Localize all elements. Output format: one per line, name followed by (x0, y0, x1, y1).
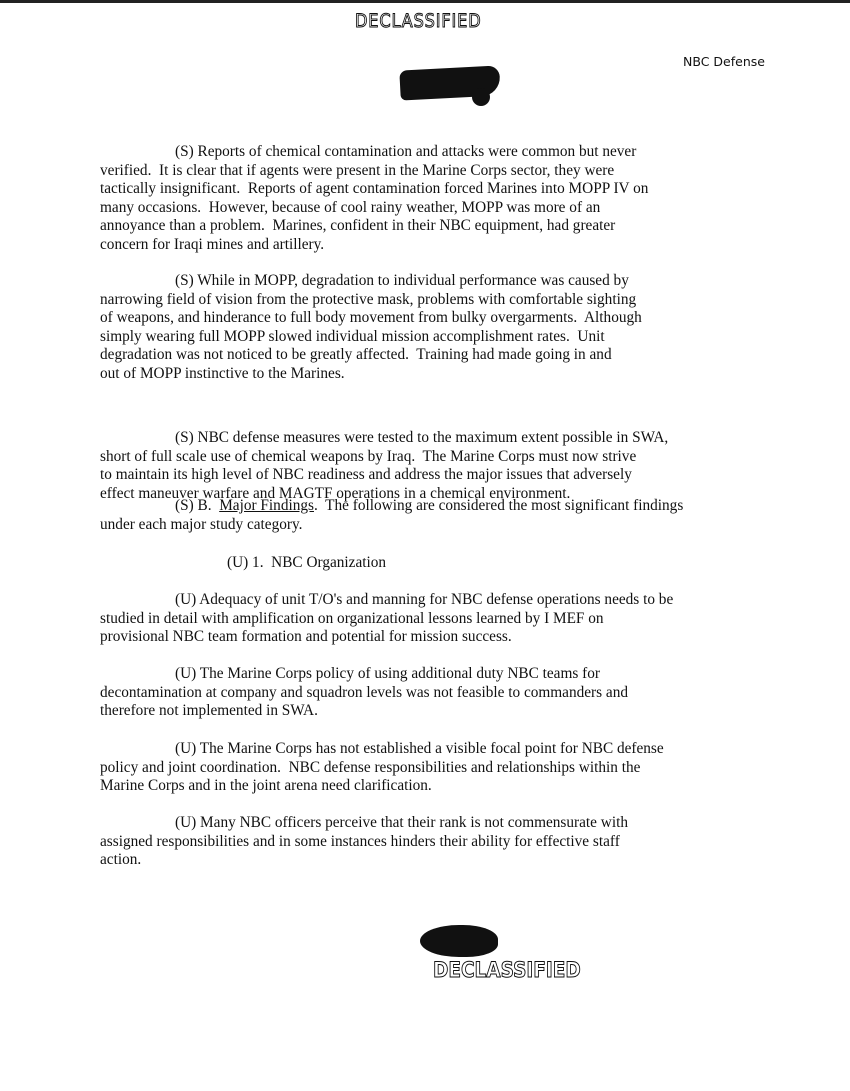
scan-border (0, 0, 850, 3)
redaction-mark (472, 88, 490, 106)
text-line: to maintain its high level of NBC readiness and address the major issues that adversely (100, 466, 632, 484)
paragraph (100, 740, 800, 796)
major-findings-title: Major Findings (219, 497, 314, 514)
text-line: therefore not implemented in SWA. (100, 702, 318, 720)
text-line: short of full scale use of chemical weapons by Iraq. The Marine Corps must now strive (100, 447, 637, 465)
text: (S) B. (175, 497, 220, 514)
text-line: of weapons, and hinderance to full body movement from bulky overgarments. Although (100, 309, 642, 327)
text-line: (S) NBC defense measures were tested to the maximum extent possible in SWA, (175, 429, 669, 446)
text-line: (U) The Marine Corps has not established a visible focal point for NBC defense (175, 740, 664, 757)
text-line: Marine Corps and in the joint arena need clarification. (100, 777, 432, 795)
paragraph (100, 591, 800, 647)
text-line: policy and joint coordination. NBC defense responsibilities and relationships within the (100, 758, 641, 776)
text-line: (S) Reports of chemical contamination and attacks were common but never (175, 143, 637, 160)
declassified-stamp-bottom: DECLASSIFIED (433, 958, 581, 982)
section-heading: (U) 1. NBC Organization (227, 554, 387, 571)
redaction-mark (420, 925, 498, 957)
paragraph-major-findings (100, 497, 800, 534)
text-line: (S) While in MOPP, degradation to individual performance was caused by (175, 272, 629, 289)
paragraph (100, 429, 800, 503)
text-line: decontamination at company and squadron levels was not feasible to commanders and (100, 683, 629, 701)
text-line: verified. It is clear that if agents were present in the Marine Corps sector, they were (100, 161, 615, 179)
text-line: (U) The Marine Corps policy of using additional duty NBC teams for (175, 665, 600, 682)
declassified-stamp-top: DECLASSIFIED (355, 10, 482, 32)
text-line: action. (100, 851, 142, 869)
text-line: narrowing field of vision from the protective mask, problems with comfortable sighting (100, 290, 637, 308)
text-line: under each major study category. (100, 515, 303, 533)
text: . The following are considered the most significant findings (313, 497, 684, 514)
text-line (100, 497, 800, 516)
text-line: degradation was not noticed to be greatly affected. Training had made going in and (100, 346, 612, 364)
text-line: (U) Adequacy of unit T/O's and manning for NBC defense operations needs to be (175, 591, 674, 608)
text-line: many occasions. However, because of cool rainy weather, MOPP was more of an (100, 198, 601, 216)
text-line: simply wearing full MOPP slowed individual mission accomplishment rates. Unit (100, 327, 605, 345)
paragraph (100, 143, 800, 255)
paragraph (100, 272, 800, 384)
paragraph (100, 814, 800, 870)
text-line: annoyance than a problem. Marines, confident in their NBC equipment, had greater (100, 217, 616, 235)
text-line: studied in detail with amplification on organizational lessons learned by I MEF on (100, 609, 604, 627)
text-line: assigned responsibilities and in some instances hinders their ability for effective staff (100, 832, 620, 850)
paragraph (100, 665, 800, 721)
text-line: effect maneuver warfare and MAGTF operations in a chemical environment. (100, 484, 571, 502)
section-header: NBC Defense (683, 54, 765, 69)
text-line: concern for Iraqi mines and artillery. (100, 235, 325, 253)
text-line: tactically insignificant. Reports of agent contamination forced Marines into MOPP IV on (100, 180, 649, 198)
text-line: out of MOPP instinctive to the Marines. (100, 364, 345, 382)
text-line: (U) Many NBC officers perceive that their rank is not commensurate with (175, 814, 628, 831)
text-line: provisional NBC team formation and potential for mission success. (100, 628, 512, 646)
